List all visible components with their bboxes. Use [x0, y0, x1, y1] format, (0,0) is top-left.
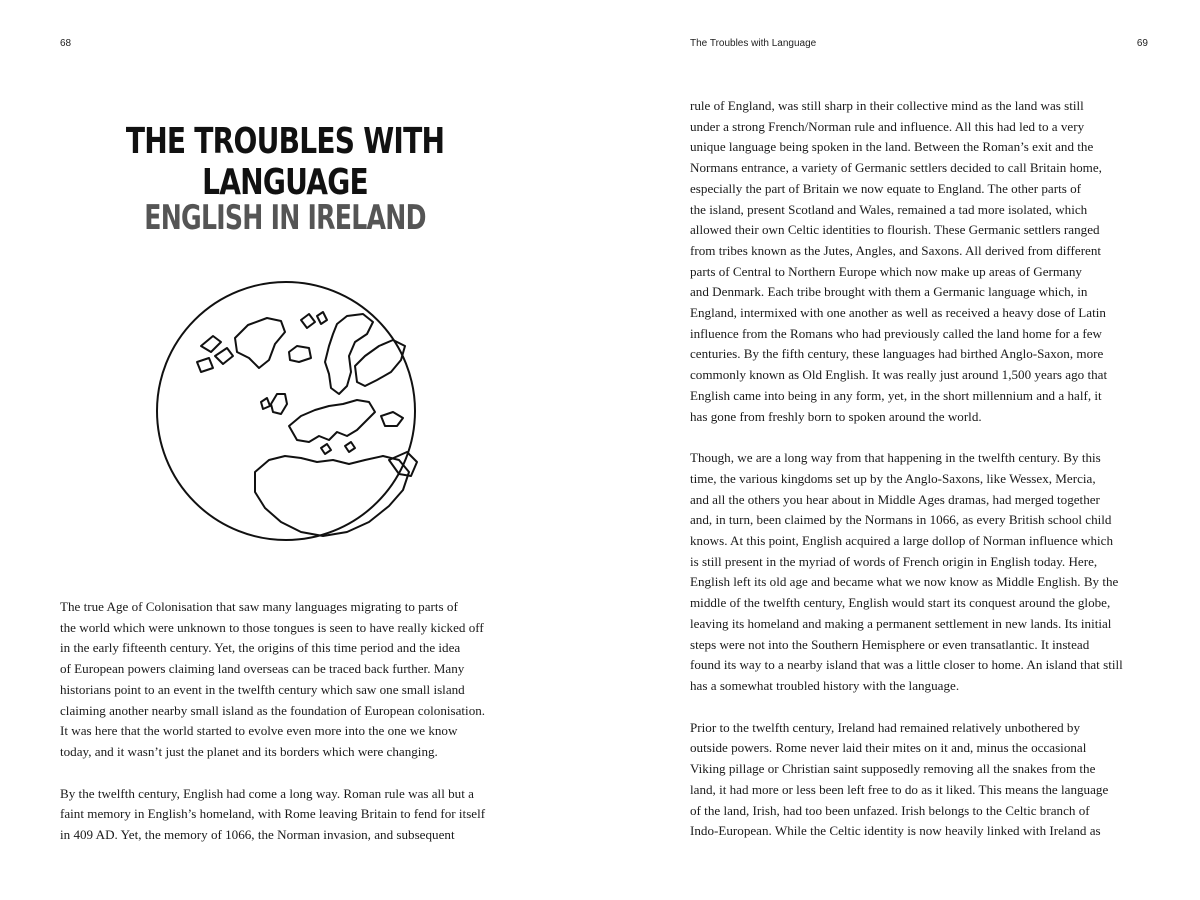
- text-line: under a strong French/Norman rule and influence. All this had led to a very: [690, 118, 1085, 134]
- page-number-right: 69: [1136, 38, 1148, 49]
- text-line: and, in turn, been claimed by the Normans in 1066, as every British school child: [690, 512, 1112, 528]
- text-line: is still present in the myriad of words of French origin in English today. Here,: [690, 553, 1098, 569]
- chapter-subtitle: ENGLISH IN IRELAND: [144, 198, 426, 238]
- text-line: land, it had more or less been left free to do as it liked. This means the language: [690, 781, 1109, 797]
- text-line: allowed their own Celtic identities to flourish. These Germanic settlers ranged: [690, 222, 1100, 238]
- text-line: Though, we are a long way from that happening in the twelfth century. By this: [690, 450, 1101, 466]
- paragraph: [690, 718, 1150, 842]
- text-line: Viking pillage or Christian saint supposedly removing all the snakes from the: [690, 761, 1096, 777]
- chapter-title: THE TROUBLES WITH LANGUAGE: [125, 121, 445, 203]
- text-line: Prior to the twelfth century, Ireland had remained relatively unbothered by: [690, 719, 1081, 735]
- text-line: centuries. By the fifth century, these languages had birthed Anglo-Saxon, more: [690, 346, 1104, 362]
- text-line: rule of England, was still sharp in their collective mind as the land was still: [690, 98, 1084, 113]
- globe-icon: [151, 276, 421, 546]
- text-line: in the early fifteenth century. Yet, the origins of this time period and the idea: [60, 640, 461, 656]
- text-line: historians point to an event in the twelfth century which saw one small island: [60, 681, 465, 697]
- text-line: leaving its homeland and making a permanent settlement in new lands. Its initial: [690, 615, 1112, 631]
- text-line: time, the various kingdoms set up by the Anglo-Saxons, like Wessex, Mercia,: [690, 470, 1096, 486]
- text-line: of the land, Irish, had too been unfazed. Irish belongs to the Celtic branch of: [690, 802, 1090, 818]
- page-number-left: 68: [60, 38, 72, 49]
- text-line: knows. At this point, English acquired a large dollop of Norman influence which: [690, 533, 1114, 549]
- text-line: By the twelfth century, English had come a long way. Roman rule was all but a: [60, 785, 474, 801]
- right-page: [600, 0, 1200, 900]
- text-line: of European powers claiming land overseas can be traced back further. Many: [60, 661, 465, 677]
- text-line: Indo-European. While the Celtic identity is now heavily linked with Ireland as: [690, 823, 1101, 839]
- text-line: has gone from freshly born to spoken around the world.: [690, 408, 982, 424]
- text-line: It was here that the world started to evolve even more into the one we know: [60, 723, 458, 739]
- text-line: Normans entrance, a variety of Germanic settlers decided to call Britain home,: [690, 160, 1102, 176]
- text-line: unique language being spoken in the land. Between the Roman’s exit and the: [690, 139, 1094, 155]
- text-line: faint memory in English’s homeland, with Rome leaving Britain to fend for itself: [60, 806, 486, 822]
- text-line: middle of the twelfth century, English would start its conquest around the globe,: [690, 595, 1111, 611]
- text-line: especially the part of Britain we now equate to England. The other parts of: [690, 180, 1081, 196]
- paragraph: [60, 597, 515, 763]
- text-line: the island, present Scotland and Wales, remained a tad more isolated, which: [690, 201, 1088, 217]
- text-line: The true Age of Colonisation that saw many languages migrating to parts of: [60, 599, 458, 614]
- text-line: claiming another nearby small island as the foundation of European colonisation.: [60, 702, 486, 718]
- paragraph: [60, 784, 515, 846]
- text-line: and all the others you hear about in Middle Ages dramas, had merged together: [690, 491, 1100, 507]
- text-line: from tribes known as the Jutes, Angles, and Saxons. All derived from different: [690, 242, 1102, 258]
- paragraph: [690, 448, 1150, 696]
- text-line: has a somewhat troubled history with the language.: [690, 677, 960, 693]
- left-body-text: [60, 597, 515, 867]
- text-line: parts of Central to Northern Europe which now make up areas of Germany: [690, 263, 1082, 279]
- text-line: commonly known as Old English. It was really just around 1,500 years ago that: [690, 367, 1108, 383]
- text-line: English came into being in any form, yet, in the short millennium and a half, it: [690, 387, 1102, 403]
- text-line: outside powers. Rome never laid their mites on it and, minus the occasional: [690, 740, 1087, 756]
- text-line: found its way to a nearby island that was a little closer to home. An island that still: [690, 657, 1123, 673]
- running-head: The Troubles with Language: [690, 38, 817, 49]
- text-line: England, intermixed with one another as well as received a heavy dose of Latin: [690, 305, 1106, 321]
- text-line: today, and it wasn’t just the planet and its borders which were changing.: [60, 743, 438, 759]
- text-line: steps were not into the Southern Hemisphere or even transatlantic. It instead: [690, 636, 1090, 652]
- text-line: and Denmark. Each tribe brought with them a Germanic language which, in: [690, 284, 1088, 300]
- paragraph: [690, 96, 1150, 427]
- right-body-text: [690, 96, 1150, 863]
- text-line: English left its old age and became what we now know as Middle English. By the: [690, 574, 1119, 590]
- text-line: influence from the Romans who had previously called the land home for a few: [690, 325, 1102, 341]
- text-line: the world which were unknown to those tongues is seen to have really kicked off: [60, 619, 484, 635]
- text-line: in 409 AD. Yet, the memory of 1066, the Norman invasion, and subsequent: [60, 827, 455, 843]
